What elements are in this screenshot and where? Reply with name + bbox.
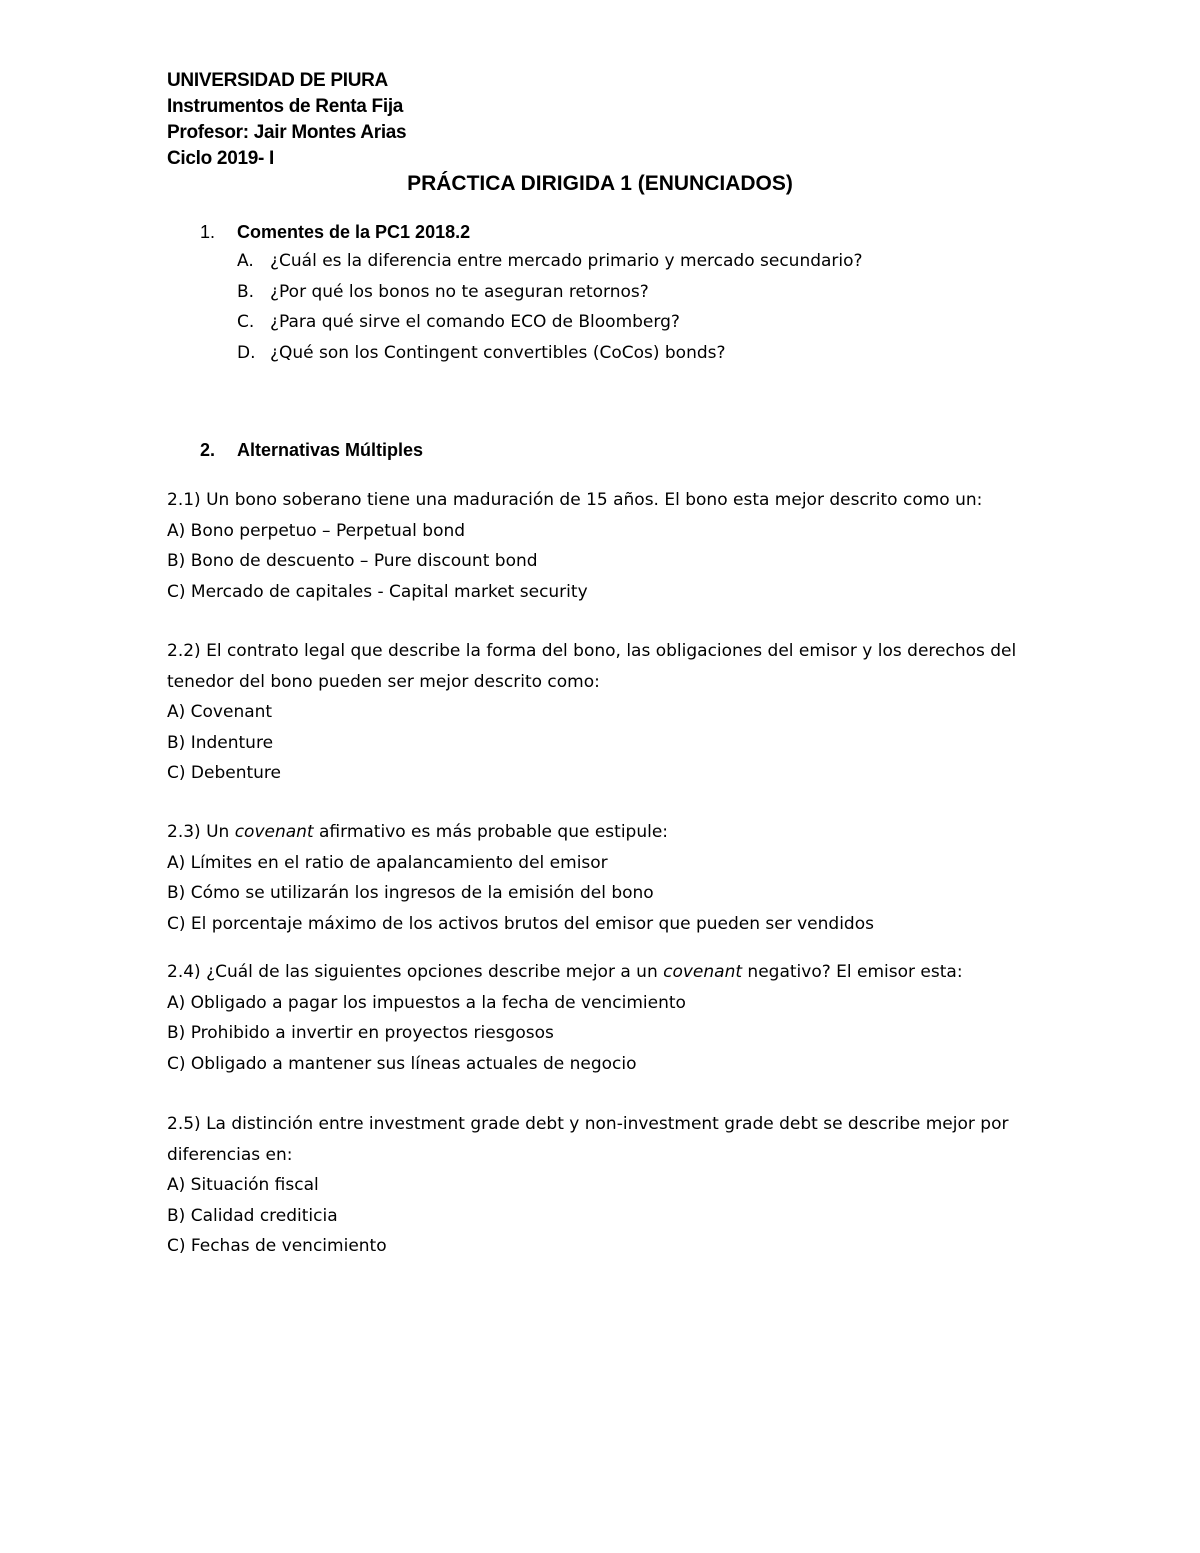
question-text [167,1109,1047,1170]
item-text: ¿Para qué sirve el comando ECO de Bloomberg? [270,312,680,332]
cycle-label: Ciclo 2019- I [167,148,274,169]
question-body-post: afirmativo es más probable que estipule: [313,822,669,842]
question-body-pre: ¿Cuál de las siguientes opciones describe mejor a un [200,962,664,982]
comentes-list [237,246,863,368]
question-body-italic: covenant [234,822,314,842]
question-text [167,817,1047,848]
item-text: ¿Cuál es la diferencia entre mercado primario y mercado secundario? [270,251,863,271]
item-text: ¿Qué son los Contingent convertibles (CoCos) bonds? [270,342,726,363]
question-2-3 [167,817,1047,939]
question-number: 2.3) [167,822,201,842]
question-2-5 [167,1109,1047,1262]
item-text: ¿Por qué los bonos no te aseguran retornos? [270,281,649,302]
question-text [167,485,1047,516]
option-b: B) Prohibido a invertir en proyectos riesgosos [167,1023,554,1043]
list-item [237,307,863,338]
question-2-4 [167,957,1047,1079]
option-a: A) Covenant [167,702,273,722]
option-c: C) El porcentaje máximo de los activos brutos del emisor que pueden ser vendidos [167,913,874,934]
question-body: La distinción entre investment grade debt y non-investment grade debt se describe mejor por diferencias en: [167,1114,1009,1165]
university-name: UNIVERSIDAD DE PIURA [167,70,388,91]
document-header [167,68,406,172]
question-2-1 [167,485,1047,607]
question-text [167,636,1047,697]
list-item [237,277,863,308]
question-2-2 [167,636,1047,789]
item-letter: C. [237,312,255,332]
question-body: Un bono soberano tiene una maduración de 15 años. El bono esta mejor descrito como un: [200,490,983,510]
question-number: 2.2) [167,641,201,661]
item-letter: B. [237,281,255,302]
question-body-italic: covenant [663,962,743,982]
section-1-number: 1. [200,222,216,242]
option-a: A) Situación fiscal [167,1175,319,1195]
item-letter: D. [237,342,256,363]
option-c: C) Debenture [167,763,281,783]
option-a: A) Límites en el ratio de apalancamiento del emisor [167,852,608,873]
section-1-heading [200,219,470,245]
option-b: B) Bono de descuento – Pure discount bond [167,551,538,571]
question-body-post: negativo? El emisor esta: [742,962,963,982]
question-number: 2.1) [167,490,201,510]
section-2-title: Alternativas Múltiples [237,440,424,460]
option-b: B) Indenture [167,732,274,753]
option-a: A) Bono perpetuo – Perpetual bond [167,520,466,541]
list-item [237,246,863,277]
option-c: C) Obligado a mantener sus líneas actuales de negocio [167,1053,637,1074]
option-c: C) Mercado de capitales - Capital market security [167,581,588,602]
course-name: Instrumentos de Renta Fija [167,96,404,117]
question-number: 2.4) [167,962,201,982]
question-number: 2.5) [167,1114,201,1134]
section-1-title: Comentes de la PC1 2018.2 [237,222,471,242]
question-body-pre: Un [200,822,235,842]
option-a: A) Obligado a pagar los impuestos a la fecha de vencimiento [167,992,686,1013]
list-item [237,338,863,369]
professor-name: Profesor: Jair Montes Arias [167,122,407,143]
section-2-heading [200,437,423,463]
item-letter: A. [237,251,254,271]
question-text [167,957,1047,988]
option-c: C) Fechas de vencimiento [167,1236,387,1256]
question-body: El contrato legal que describe la forma del bono, las obligaciones del emisor y los derechos del tenedor del bono pueden ser mejor descrito como: [167,641,1017,692]
option-b: B) Calidad crediticia [167,1205,338,1226]
page-title: PRÁCTICA DIRIGIDA 1 (ENUNCIADOS) [407,172,793,195]
option-b: B) Cómo se utilizarán los ingresos de la emisión del bono [167,883,654,903]
section-2-number: 2. [200,440,216,460]
